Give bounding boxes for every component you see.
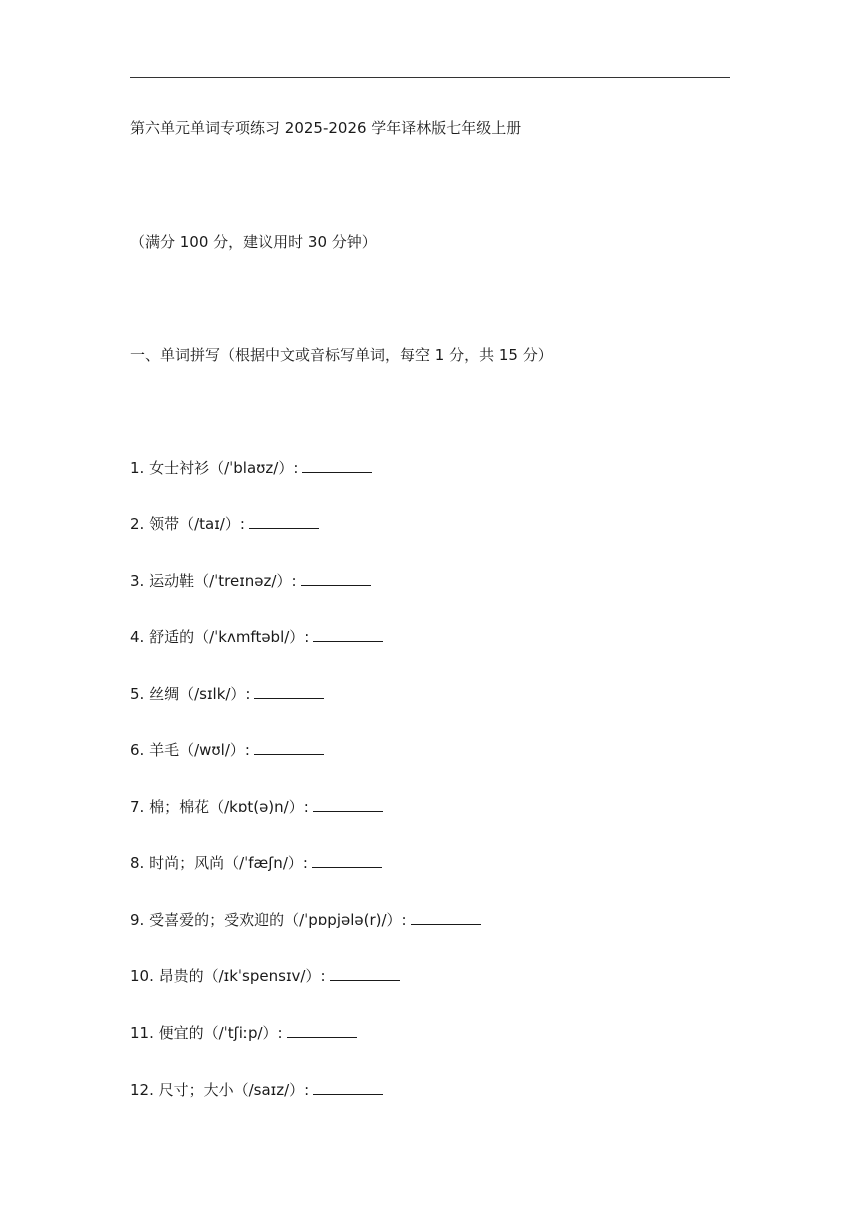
answer-blank[interactable]	[302, 458, 372, 473]
question-text: 9. 受喜爱的；受欢迎的（/ˈpɒpjələ(r)/）:	[130, 911, 407, 929]
header-rule	[130, 77, 730, 78]
question-text: 8. 时尚；风尚（/ˈfæʃn/）:	[130, 854, 308, 872]
question-text: 12. 尺寸；大小（/saɪz/）:	[130, 1081, 310, 1099]
answer-blank[interactable]	[301, 571, 371, 586]
answer-blank[interactable]	[411, 910, 481, 925]
score-note: （满分 100 分，建议用时 30 分钟）	[130, 233, 377, 251]
question-item	[130, 853, 382, 873]
question-text: 3. 运动鞋（/ˈtreɪnəz/）:	[130, 572, 297, 590]
section-heading: 一、单词拼写（根据中文或音标写单词，每空 1 分，共 15 分）	[130, 346, 553, 364]
question-text: 5. 丝绸（/sɪlk/）:	[130, 685, 251, 703]
question-text: 1. 女士衬衫（/ˈblaʊz/）:	[130, 459, 299, 477]
question-item	[130, 797, 383, 817]
question-item	[130, 684, 324, 704]
question-item	[130, 458, 372, 478]
question-item	[130, 1023, 357, 1043]
question-item	[130, 740, 324, 760]
question-text: 7. 棉；棉花（/kɒt(ə)n/）:	[130, 798, 309, 816]
question-text: 6. 羊毛（/wʊl/）:	[130, 741, 250, 759]
answer-blank[interactable]	[313, 1080, 383, 1095]
question-text: 11. 便宜的（/ˈtʃiːp/）:	[130, 1024, 283, 1042]
question-item	[130, 514, 319, 534]
document-title: 第六单元单词专项练习 2025-2026 学年译林版七年级上册	[130, 119, 522, 137]
answer-blank[interactable]	[330, 966, 400, 981]
question-text: 10. 昂贵的（/ɪkˈspensɪv/）:	[130, 967, 326, 985]
answer-blank[interactable]	[249, 514, 319, 529]
question-text: 4. 舒适的（/ˈkʌmftəbl/）:	[130, 628, 310, 646]
answer-blank[interactable]	[313, 627, 383, 642]
answer-blank[interactable]	[254, 740, 324, 755]
question-item	[130, 966, 400, 986]
answer-blank[interactable]	[312, 853, 382, 868]
question-item	[130, 627, 383, 647]
question-text: 2. 领带（/taɪ/）:	[130, 515, 245, 533]
question-item	[130, 1080, 383, 1100]
answer-blank[interactable]	[254, 684, 324, 699]
answer-blank[interactable]	[313, 797, 383, 812]
question-item	[130, 571, 371, 591]
question-item	[130, 910, 481, 930]
answer-blank[interactable]	[287, 1023, 357, 1038]
